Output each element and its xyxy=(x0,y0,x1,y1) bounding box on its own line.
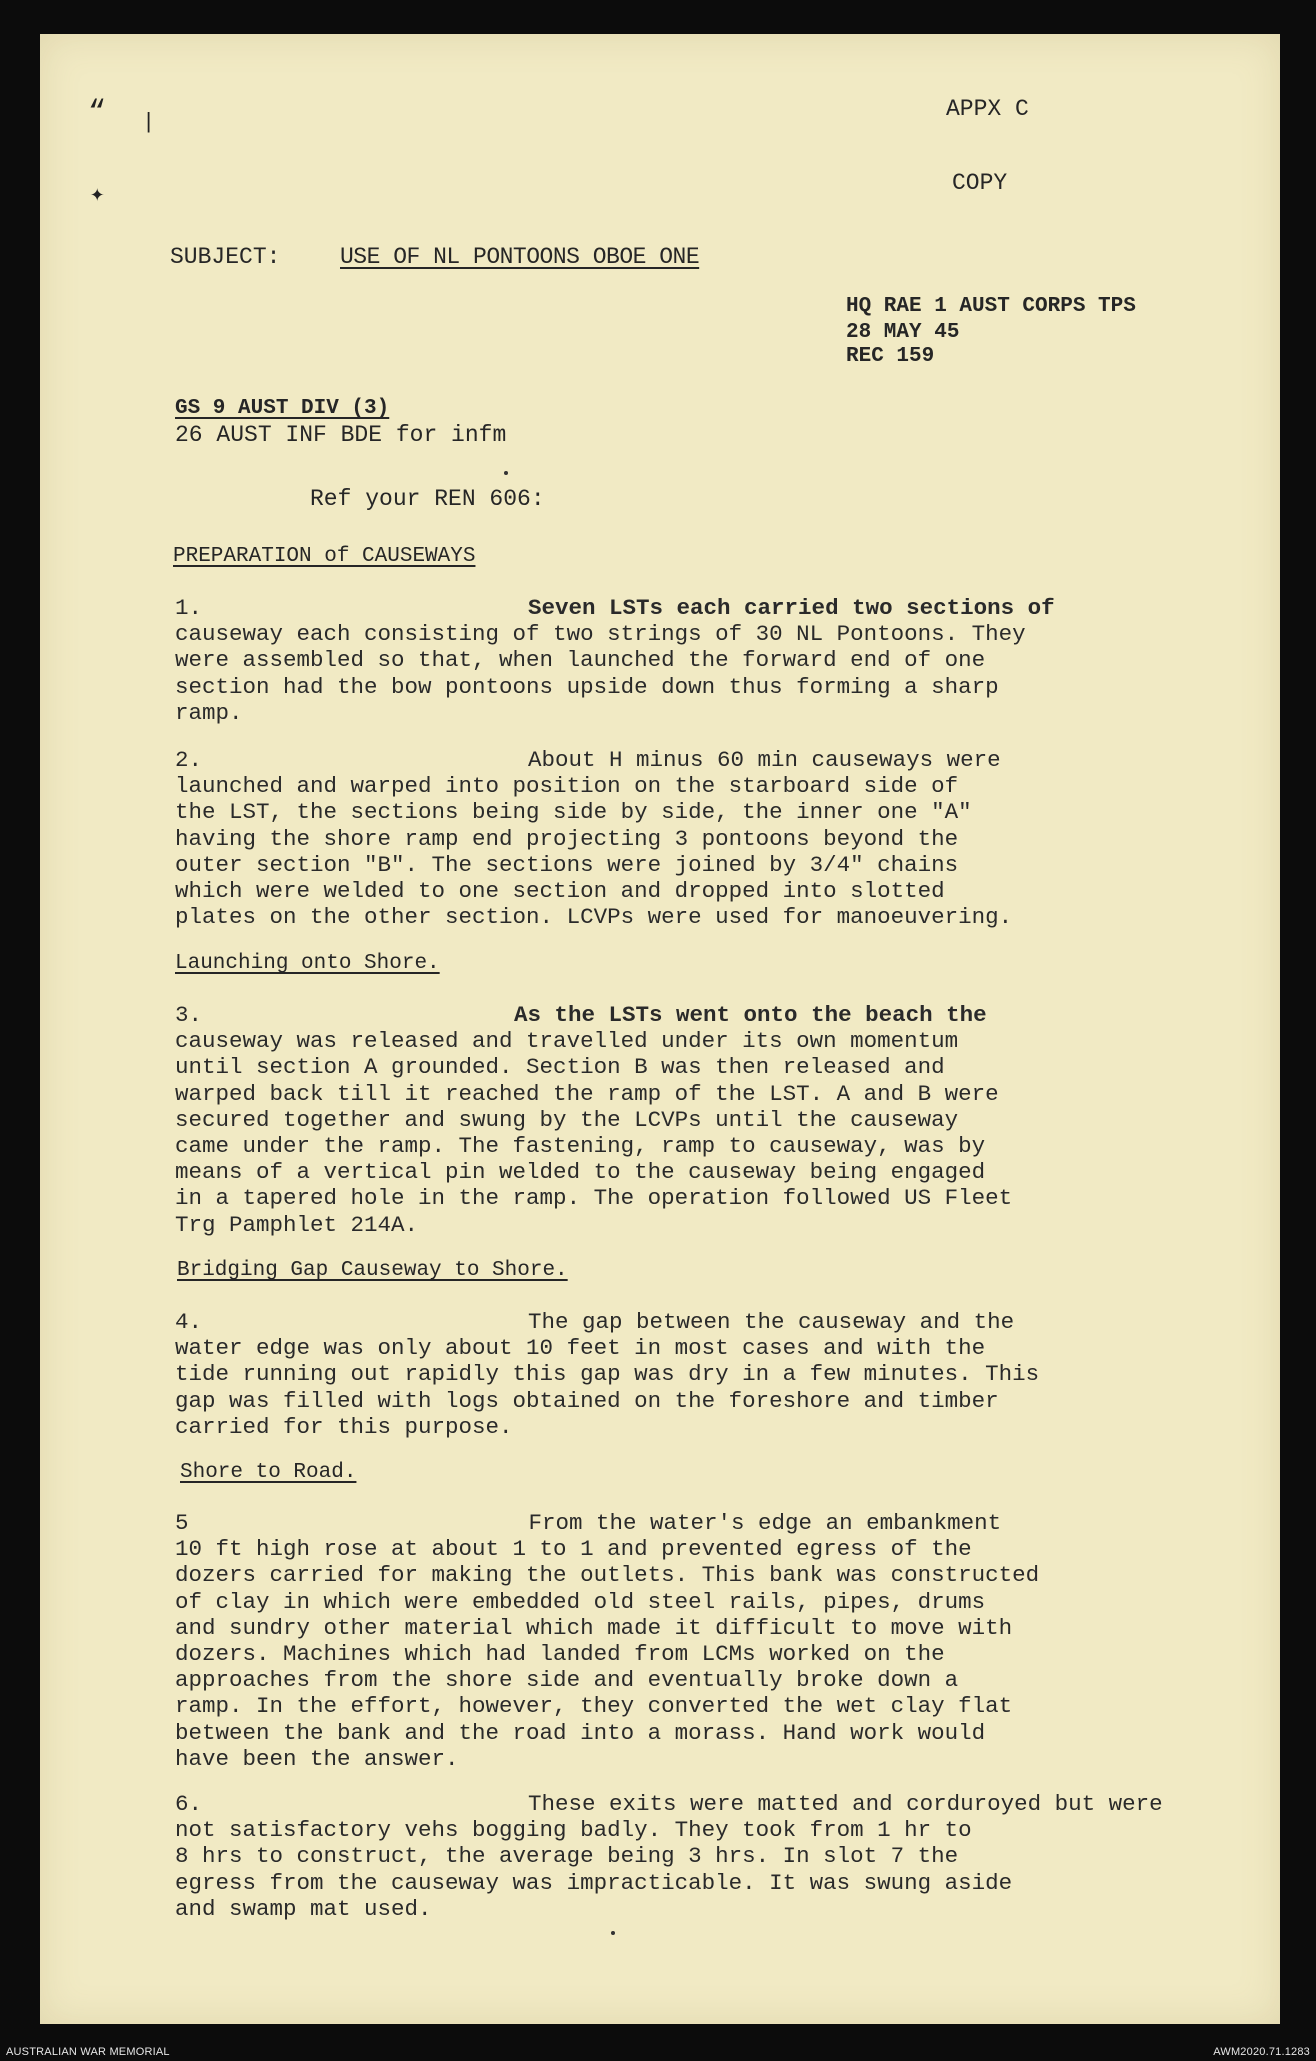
paragraph xyxy=(175,595,1195,726)
distribution-line-2: 26 AUST INF BDE for infm xyxy=(175,422,507,448)
subject-title: USE OF NL PONTOONS OBOE ONE xyxy=(340,244,700,270)
paragraph-line: have been the answer. xyxy=(175,1745,459,1772)
section-heading: Launching onto Shore. xyxy=(175,952,440,975)
paragraph-line: plates on the other section. LCVPs were used for manoeuvering. xyxy=(175,904,1013,931)
paragraph-lead: From the water's edge an embankment xyxy=(528,1510,1002,1536)
paragraph-line: 8 hrs to construct, the average being 3 hrs. In slot 7 the xyxy=(175,1843,959,1870)
paragraph-line: causeway each consisting of two strings of 30 NL Pontoons. They xyxy=(175,621,1026,648)
subject-label: SUBJECT: xyxy=(170,244,281,270)
paragraph-line: until section A grounded. Section B was then released and xyxy=(175,1054,945,1081)
document-page xyxy=(40,34,1280,2024)
reference-line: Ref your REN 606: xyxy=(310,486,545,512)
paragraph xyxy=(175,1791,1195,1922)
copy-label: COPY xyxy=(952,170,1008,196)
paragraph-line: secured together and swung by the LCVPs until the causeway xyxy=(175,1106,959,1133)
paragraph-line: section had the bow pontoons upside down thus forming a sharp xyxy=(175,673,999,700)
paragraph-line: and swamp mat used. xyxy=(175,1895,432,1922)
paragraph-line: ramp. xyxy=(175,699,243,726)
section-heading: Bridging Gap Causeway to Shore. xyxy=(177,1259,568,1282)
paragraph-line: launched and warped into position on the starboard side of xyxy=(175,773,959,800)
paragraph-line: outer section "B". The sections were joined by 3/4" chains xyxy=(175,851,959,878)
paragraph-line: not satisfactory vehs bogging badly. They took from 1 hr to xyxy=(175,1817,972,1844)
paragraph-line: in a tapered hole in the ramp. The operation followed US Fleet xyxy=(175,1185,1013,1212)
ink-dot xyxy=(611,1931,615,1935)
paragraph-line: Trg Pamphlet 214A. xyxy=(175,1211,419,1238)
paragraph-number: 2. xyxy=(175,747,203,773)
paragraph-lead: These exits were matted and corduroyed but were xyxy=(528,1791,1163,1817)
paragraph-line: 10 ft high rose at about 1 to 1 and prevented egress of the xyxy=(175,1536,972,1563)
ink-dot xyxy=(504,471,508,475)
paragraph xyxy=(175,747,1195,930)
paragraph-line: dozers carried for making the outlets. This bank was constructed xyxy=(175,1562,1040,1589)
paragraph-line: came under the ramp. The fastening, ramp to causeway, was by xyxy=(175,1133,986,1160)
paragraph xyxy=(175,1002,1195,1238)
paragraph-number: 3. xyxy=(175,1002,203,1028)
section-heading: Shore to Road. xyxy=(180,1461,357,1484)
paragraph-line: were assembled so that, when launched the forward end of one xyxy=(175,647,986,674)
paragraph-number: 4. xyxy=(175,1309,203,1335)
paragraph-lead: As the LSTs went onto the beach the xyxy=(514,1002,987,1028)
punch-mark: “ xyxy=(88,96,107,130)
punch-mark: | xyxy=(142,110,156,135)
paragraph-number: 1. xyxy=(175,595,203,621)
paragraph-line: tide running out rapidly this gap was dry in a few minutes. This xyxy=(175,1361,1040,1388)
paragraph xyxy=(175,1510,1195,1772)
paragraph-line: approaches from the shore side and eventually broke down a xyxy=(175,1667,959,1694)
paragraph xyxy=(175,1309,1195,1440)
archive-footer-left: AUSTRALIAN WAR MEMORIAL xyxy=(6,2046,170,2058)
paragraph-number: 6. xyxy=(175,1791,203,1817)
archive-footer-right: AWM2020.71.1283 xyxy=(1213,2046,1310,2058)
punch-mark: ✦ xyxy=(90,182,105,209)
paragraph-first-line xyxy=(175,595,1195,621)
paragraph-line: causeway was released and travelled under its own momentum xyxy=(175,1028,959,1055)
paragraph-line: ramp. In the effort, however, they converted the wet clay flat xyxy=(175,1693,1013,1720)
distribution-line-1: GS 9 AUST DIV (3) xyxy=(175,397,390,420)
paragraph-line: the LST, the sections being side by side, the inner one "A" xyxy=(175,799,972,826)
paragraph-line: warped back till it reached the ramp of the LST. A and B were xyxy=(175,1080,999,1107)
section-heading: PREPARATION of CAUSEWAYS xyxy=(173,545,476,568)
paragraph-line: carried for this purpose. xyxy=(175,1413,513,1440)
paragraph-line: egress from the causeway was impracticable. It was swung aside xyxy=(175,1869,1013,1896)
paragraph-first-line xyxy=(175,747,1195,773)
paragraph-line: gap was filled with logs obtained on the foreshore and timber xyxy=(175,1387,999,1414)
paragraph-line: between the bank and the road into a morass. Hand work would xyxy=(175,1719,986,1746)
paragraph-line: means of a vertical pin welded to the causeway being engaged xyxy=(175,1159,986,1186)
appendix-label: APPX C xyxy=(946,96,1029,122)
paragraph-first-line xyxy=(175,1002,1195,1028)
date-line: 28 MAY 45 xyxy=(846,321,960,344)
paragraph-number: 5 xyxy=(175,1510,189,1536)
reference-number: REC 159 xyxy=(846,345,935,368)
paragraph-line: which were welded to one section and dropped into slotted xyxy=(175,878,945,905)
paragraph-line: having the shore ramp end projecting 3 pontoons beyond the xyxy=(175,825,959,852)
paragraph-line: and sundry other material which made it difficult to move with xyxy=(175,1614,1013,1641)
paragraph-lead: About H minus 60 min causeways were xyxy=(528,747,1001,773)
paragraph-lead: Seven LSTs each carried two sections of xyxy=(528,595,1055,621)
paragraph-first-line xyxy=(175,1309,1195,1335)
hq-line: HQ RAE 1 AUST CORPS TPS xyxy=(846,295,1136,318)
paragraph-line: dozers. Machines which had landed from LCMs worked on the xyxy=(175,1641,945,1668)
paragraph-first-line xyxy=(175,1791,1195,1817)
paragraph-line: of clay in which were embedded old steel rails, pipes, drums xyxy=(175,1588,986,1615)
paragraph-line: water edge was only about 10 feet in most cases and with the xyxy=(175,1335,986,1362)
paragraph-lead: The gap between the causeway and the xyxy=(528,1309,1015,1335)
paragraph-first-line xyxy=(175,1510,1195,1536)
